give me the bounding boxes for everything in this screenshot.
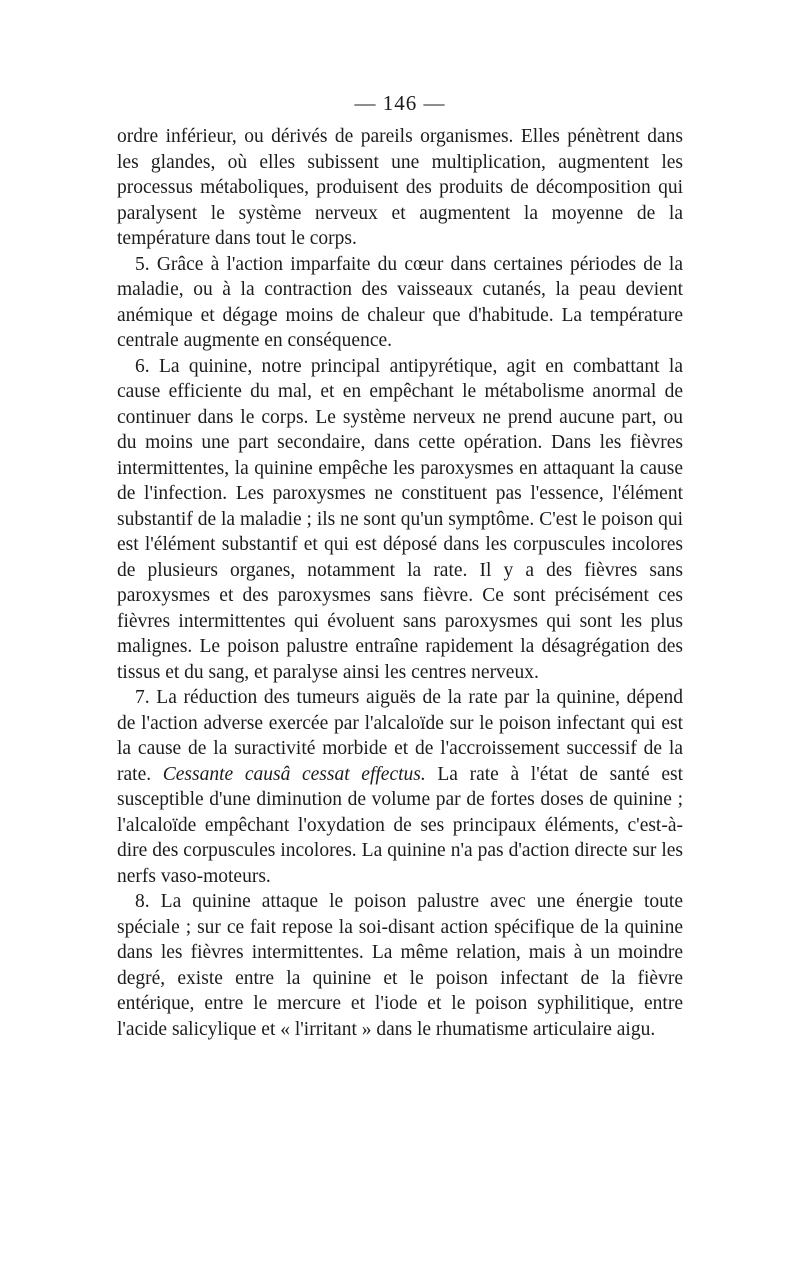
paragraph-point-6 [117,354,683,686]
paragraph-point-8 [117,889,683,1042]
page-number: — 146 — [354,91,446,115]
paragraph-point-7 [117,685,683,889]
paragraph-text: 8. La quinine attaque le poison palustre avec une énergie toute spéciale ; sur ce fait repose la soi-disant action spécifique de la quinine dans les fièvres intermittentes. La même relation, mais à un moindre degré, existe entre la quinine et le poison infectant de la fièvre entérique, entre le mercure et l'iode et le poison syphilitique, entre l'acide salicylique et « l'irritant » dans le rhumatisme articulaire aigu. [117,891,683,1040]
document-page [117,88,683,1042]
body-text [117,124,683,1042]
paragraph-text: ordre inférieur, ou dérivés de pareils organismes. Elles pénètrent dans les glandes, où elles subissent une multiplication, augmentent les processus métaboliques, produisent des produits de décomposition qui paralysent le système nerveux et augmentent la moyenne de la température dans tout le corps. [117,126,683,249]
paragraph-text: La rate à l'état de santé est susceptible d'une diminution de volume par de fortes doses de quinine ; l'alcaloïde empêchant l'oxydation de ses principaux éléments, c'est-à-dire des corpuscules incolores. La quinine n'a pas d'action directe sur les nerfs vaso-moteurs. [117,763,683,887]
paragraph-continued [117,124,683,252]
paragraph-point-5 [117,252,683,354]
paragraph-text: 5. Grâce à l'action imparfaite du cœur dans certaines périodes de la maladie, ou à la contraction des vaisseaux cutanés, la peau devient anémique et dégage moins de chaleur que d'habitude. La température centrale augmente en conséquence. [117,253,683,351]
paragraph-text: 7. La réduction des tumeurs aiguës de la rate par la quinine, dépend de l'action adverse exercée par l'alcaloïde sur le poison infectant qui est la cause de la suractivité morbide et de l'accroissement successif de la rate. [117,687,683,785]
paragraph-text: 6. La quinine, notre principal antipyrétique, agit en combattant la cause efficiente du mal, et en empêchant le métabolisme anormal de continuer dans le corps. Le système nerveux ne prend aucune part, ou du moins une part secondaire, dans cette opération. Dans les fièvres intermittentes, la quinine empêche les paroxysmes en attaquant la cause de l'infection. Les paroxysmes ne constituent pas l'essence, l'élément substantif de la maladie ; ils ne sont qu'un symptôme. C'est le poison qui est l'élément substantif et qui est déposé dans les corpuscules incolores de plusieurs organes, notamment la rate. Il y a des fièvres sans paroxysmes et des paroxysmes sans fièvre. Ce sont précisément ces fièvres intermittentes qui évoluent sans paroxysmes qui sont les plus malignes. Le poison palustre entraîne rapidement la désagrégation des tissus et du sang, et paralyse ainsi les centres nerveux. [117,355,683,683]
latin-quotation: Cessante causâ cessat effectus. [162,763,426,785]
